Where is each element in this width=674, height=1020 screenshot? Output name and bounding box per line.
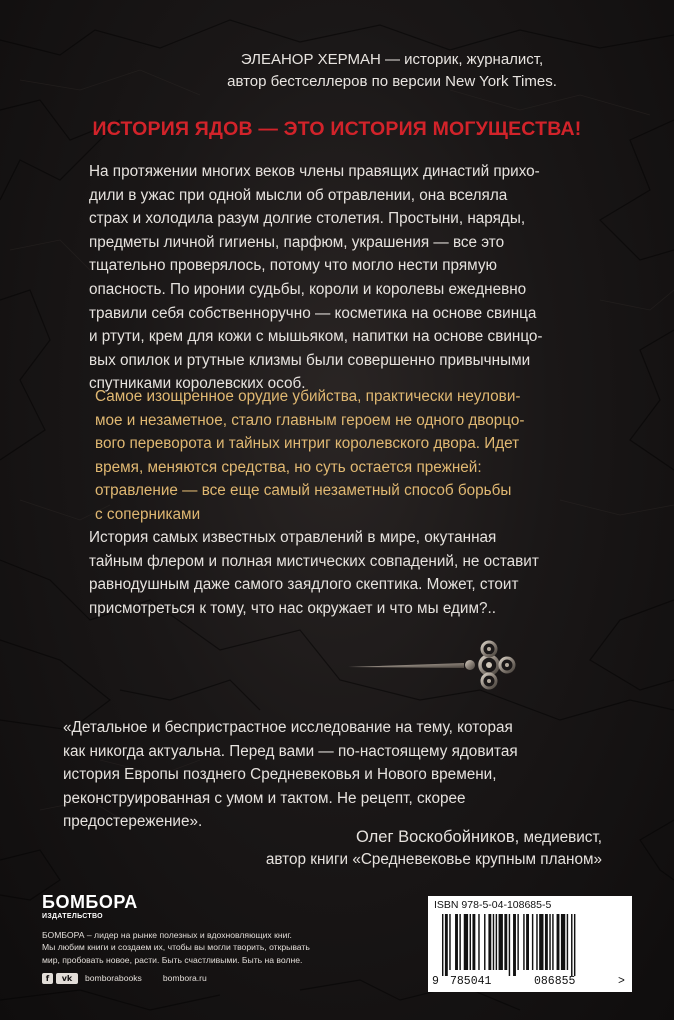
headline: ИСТОРИЯ ЯДОВ — ЭТО ИСТОРИЯ МОГУЩЕСТВА!	[92, 118, 582, 140]
reviewer-name: Олег Воскобойников,	[356, 828, 520, 846]
quote-attribution	[102, 826, 602, 871]
text-line: время, меняются средства, но суть остается прежней:	[95, 458, 482, 476]
barcode-bar	[459, 914, 460, 970]
social-handle[interactable]: bomborabooks	[85, 973, 142, 983]
description-paragraph-1	[89, 160, 629, 396]
highlight-paragraph	[95, 385, 627, 527]
barcode-bar	[472, 914, 475, 970]
barcode-bar	[484, 914, 485, 970]
text-line: отравление — все еще самый незаметный способ борьбы	[95, 482, 512, 500]
text-line: мир, пробовать новое, расти. Быть счастливыми. Быть на волне.	[42, 954, 303, 965]
barcode-bar	[561, 914, 565, 970]
text-line: равнодушным даже самого заядлого скептика. Может, стоит	[89, 576, 519, 594]
barcode-panel	[428, 896, 632, 992]
text-line: тщательно проверялось, потому что могло нести прямую	[89, 257, 497, 275]
barcode-bar	[523, 914, 524, 970]
text-line: БОМБОРА – лидер на рынке полезных и вдохновляющих книг.	[42, 930, 292, 940]
publisher-logo: БОМБОРА	[42, 892, 138, 912]
barcode-bar	[557, 914, 560, 970]
barcode-bar	[552, 914, 553, 970]
barcode-bar	[513, 914, 516, 976]
barcode-bar	[536, 914, 537, 970]
text-line: дили в ужас при одной мысли об отравлении, она вселяла	[89, 186, 508, 204]
website-link[interactable]: bombora.ru	[162, 973, 207, 983]
text-line: История самых известных отравлений в мире, окутанная	[89, 529, 497, 546]
barcode-bar	[567, 914, 568, 970]
text-line: присмотреться к тому, что нас окружает и что мы едим?..	[89, 599, 496, 617]
text-line: спутниками королевских особ.	[89, 375, 306, 393]
author-line-2: автор бестселлеров по версии New York Times.	[227, 73, 557, 90]
barcode-bar	[509, 914, 510, 976]
barcode-bar	[455, 914, 458, 970]
text-line: мое и незаметное, стало главным героем не одного дворцо-	[95, 411, 525, 429]
facebook-icon[interactable]: f	[42, 973, 53, 984]
barcode-bar	[539, 914, 543, 970]
text-line: На протяжении многих веков члены правящих династий прихо-	[89, 163, 540, 180]
author-line-1: ЭЛЕАНОР ХЕРМАН — историк, журналист,	[240, 51, 544, 68]
text-line: как никогда актуальна. Перед вами — по-настоящему ядовитая	[63, 742, 518, 760]
barcode-digit-group-2: 086855	[534, 975, 576, 988]
barcode-bar	[496, 914, 497, 970]
barcode-bar	[488, 914, 491, 970]
barcode-bar	[526, 914, 529, 970]
barcode-bar	[532, 914, 533, 970]
barcode-bar	[449, 914, 450, 970]
barcode-bar	[504, 914, 507, 970]
barcode-bar	[493, 914, 494, 970]
text-line: травили себя собственноручно — косметика на основе свинца	[89, 304, 537, 322]
barcode-digit-group-1: 785041	[450, 975, 492, 988]
barcode-bar	[442, 914, 443, 976]
barcode-bar	[445, 914, 448, 976]
vk-ok-icon[interactable]: vk	[56, 973, 78, 984]
publisher-slogan	[42, 929, 372, 966]
text-line: с соперниками	[95, 505, 201, 523]
barcode-bars	[442, 914, 618, 976]
reviewer-book: автор книги «Средневековье крупным планом»	[265, 851, 602, 868]
text-line: тайным флером и полная мистических совпадений, не оставит	[89, 552, 539, 570]
text-line: «Детальное и беспристрастное исследование на тему, которая	[63, 719, 513, 736]
text-line: Самое изощренное орудие убийства, практически неулови-	[95, 388, 521, 405]
publisher-social	[42, 971, 207, 985]
reviewer-line	[102, 826, 602, 849]
text-line: вого переворота и тайных интриг королевского двора. Идет	[95, 435, 520, 453]
isbn-text: ISBN 978-5-04-108685-5	[434, 899, 552, 911]
barcode-digit-end: >	[618, 975, 625, 988]
text-line: вых опилок и ртутные клизмы были совершенно привычными	[89, 351, 531, 369]
text-line: предостережение».	[63, 813, 203, 831]
barcode-digit-first: 9	[432, 975, 439, 988]
barcode-bar	[545, 914, 548, 970]
hairpin-ornament-icon	[346, 638, 518, 690]
text-line: Мы любим книги и создаем их, чтобы вы могли творить, открывать	[42, 942, 310, 953]
publisher-logo-subtitle: ИЗДАТЕЛЬСТВО	[42, 913, 103, 920]
author-info	[0, 49, 674, 93]
barcode-bar	[574, 914, 575, 976]
text-line: предметы личной гигиены, парфюм, украшения — все это	[89, 233, 505, 251]
reviewer-role: медиевист,	[519, 829, 602, 846]
barcode-bar	[470, 914, 471, 970]
text-line: история Европы позднего Средневековья и Нового времени,	[63, 766, 497, 784]
text-line: и ртути, крем для кожи с мышьяком, напитки на основе свинцо-	[89, 328, 543, 346]
description-paragraph-3	[89, 526, 634, 620]
review-quote	[63, 716, 623, 834]
barcode-bar	[549, 914, 550, 970]
barcode-bar	[517, 914, 518, 970]
barcode-bar	[499, 914, 503, 970]
barcode-bar	[571, 914, 572, 976]
barcode-bar	[464, 914, 468, 970]
barcode-bar	[478, 914, 479, 970]
text-line: реконструированная с умом и тактом. Не рецепт, скорее	[63, 789, 466, 807]
text-line: страх и холодила разум долгие столетия. Простыни, наряды,	[89, 210, 526, 228]
text-line: опасность. По иронии судьбы, короли и королевы ежедневно	[89, 280, 527, 298]
